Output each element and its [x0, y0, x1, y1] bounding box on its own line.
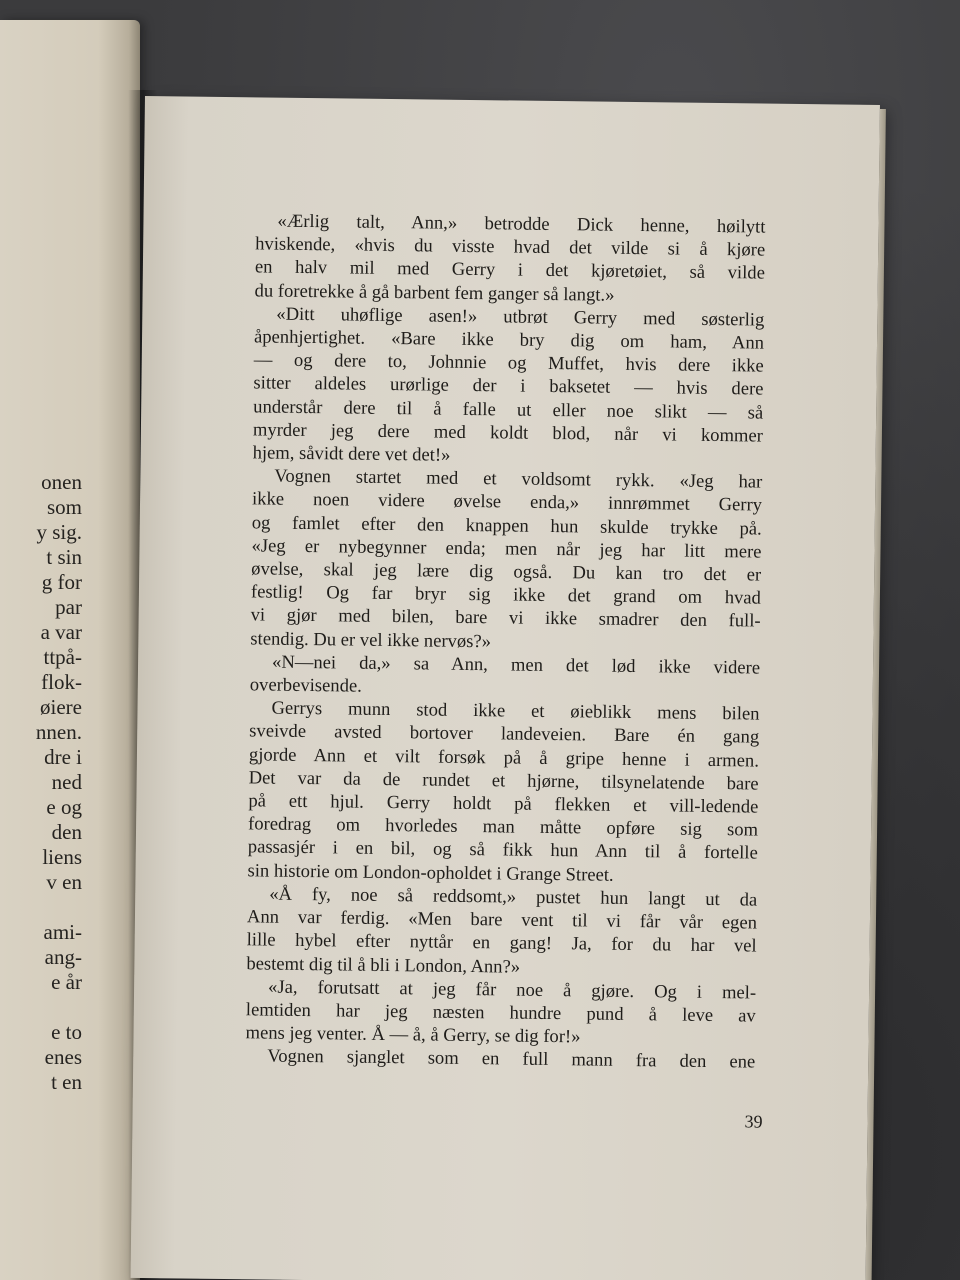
text-line: passasjér i en bil, og så fikk hun Ann til å fortelle: [247, 836, 758, 865]
text-line: øvelse, skal jeg lære dig også. Du kan tro det er: [251, 558, 762, 586]
text-line: «Ditt uhøflige asen!» utbrøt Gerry med søsterlig: [276, 303, 765, 331]
text-line: Gerrys munn stod ikke et øieblikk mens bilen: [271, 697, 760, 725]
text-line: Vognen sjanglet som en full mann fra den ene: [267, 1045, 756, 1073]
text-line: en halv mil med Gerry i det kjøretøiet, så vilde: [254, 256, 766, 284]
left-page-line: ttpå-: [43, 645, 82, 669]
left-page-line: dre i: [44, 745, 82, 769]
left-page-line: øiere: [40, 695, 82, 719]
left-page-line: som: [46, 495, 82, 519]
left-page-line: par: [55, 595, 82, 619]
page-number: 39: [744, 1111, 763, 1132]
text-line: understår dere til å falle ut eller noe slikt — så: [253, 395, 764, 424]
left-page-line: onen: [41, 470, 82, 494]
text-line: Ann var ferdig. «Men bare vent til vi får vår egen: [246, 906, 758, 934]
text-line: — og dere to, Johnnie og Muffet, hvis dere ikke: [253, 349, 764, 377]
text-line: vi gjør med bilen, bare vi ikke smadrer den full-: [250, 604, 761, 633]
left-page-line: flok-: [41, 670, 82, 694]
left-page-line: enes: [44, 1045, 82, 1069]
left-page-line: a var: [40, 620, 82, 644]
text-line: bestemt dig til å bli i London, Ann?»: [246, 952, 521, 978]
left-page-line: g for: [41, 570, 82, 594]
page-body-text: [245, 209, 765, 1074]
text-line: mens jeg venter. Å — å, å Gerry, se dig for!»: [245, 1022, 581, 1048]
text-line: lemtiden har jeg næsten hundre pund å leve av: [245, 999, 756, 1027]
text-line: og famlet efter den knappen hun skulde trykke på.: [251, 511, 762, 540]
text-line: «Ja, forutsatt at jeg får noe å gjøre. Og i mel-: [267, 976, 757, 1004]
text-line: åpenhjertighet. «Bare ikke bry dig om ham, Ann: [253, 326, 765, 354]
text-line: Vognen startet med et voldsomt rykk. «Jeg har: [274, 465, 763, 493]
left-page-line: t sin: [46, 545, 82, 569]
left-page-line: ami-: [43, 920, 82, 944]
text-line: Det var da de rundet et hjørne, tilsynelatende bare: [248, 767, 759, 795]
text-line: overbevisende.: [249, 674, 362, 697]
text-line: lille hybel efter nyttår en gang! Ja, for du har vel: [246, 929, 757, 957]
text-line: foredrag om hvorledes man måtte opføre sig som: [247, 813, 759, 841]
left-page: [0, 20, 140, 1280]
text-line: du foretrekke å gå barbent fem ganger så langt.»: [254, 279, 615, 306]
text-line: sitter aldeles urørlige der i baksetet — hvis dere: [253, 372, 764, 400]
right-page: [131, 96, 880, 1280]
text-line: sin historie om London-opholdet i Grange Street.: [247, 859, 614, 886]
text-line: stendig. Du er vel ikke nervøs?»: [250, 627, 492, 652]
text-line: «Ærlig talt, Ann,» betrodde Dick henne, høilytt: [277, 210, 766, 238]
left-page-line: e år: [51, 970, 82, 994]
text-line: hjem, såvidt dere vet det!»: [252, 442, 451, 466]
text-line: hviskende, «hvis du visste hvad det vilde si å kjøre: [255, 233, 766, 261]
text-line: sveivde avsted bortover landeveien. Bare én gang: [249, 720, 760, 749]
text-line: «N—nei da,» sa Ann, men det lød ikke videre: [271, 651, 761, 679]
text-line: myrder jeg dere med koldt blod, når vi kommer: [252, 419, 764, 447]
left-page-line: y sig.: [36, 520, 82, 544]
left-page-line: den: [51, 820, 82, 844]
text-line: på ett hjul. Gerry holdt på flekken et vill-ledende: [248, 790, 759, 818]
left-page-line: ang-: [44, 945, 82, 969]
left-page-line: liens: [42, 845, 82, 869]
left-page-line: ned: [51, 770, 82, 794]
text-line: «Å fy, noe så reddsomt,» pustet hun langt ut da: [269, 883, 758, 911]
left-page-line: e og: [46, 795, 82, 819]
text-line: ikke noen videre øvelse enda,» innrømmet Gerry: [251, 488, 763, 517]
left-page-line: v en: [46, 870, 82, 894]
left-page-line: nnen.: [35, 720, 82, 744]
left-page-line: t en: [51, 1070, 82, 1094]
left-page-line: e to: [51, 1020, 82, 1044]
text-line: festlig! Og far bryr sig ikke det grand om hvad: [250, 581, 762, 609]
text-line: gjorde Ann et vilt forsøk på å gripe henne i armen.: [248, 743, 760, 772]
text-line: «Jeg er nybegynner enda; men når jeg har litt mere: [251, 535, 762, 563]
